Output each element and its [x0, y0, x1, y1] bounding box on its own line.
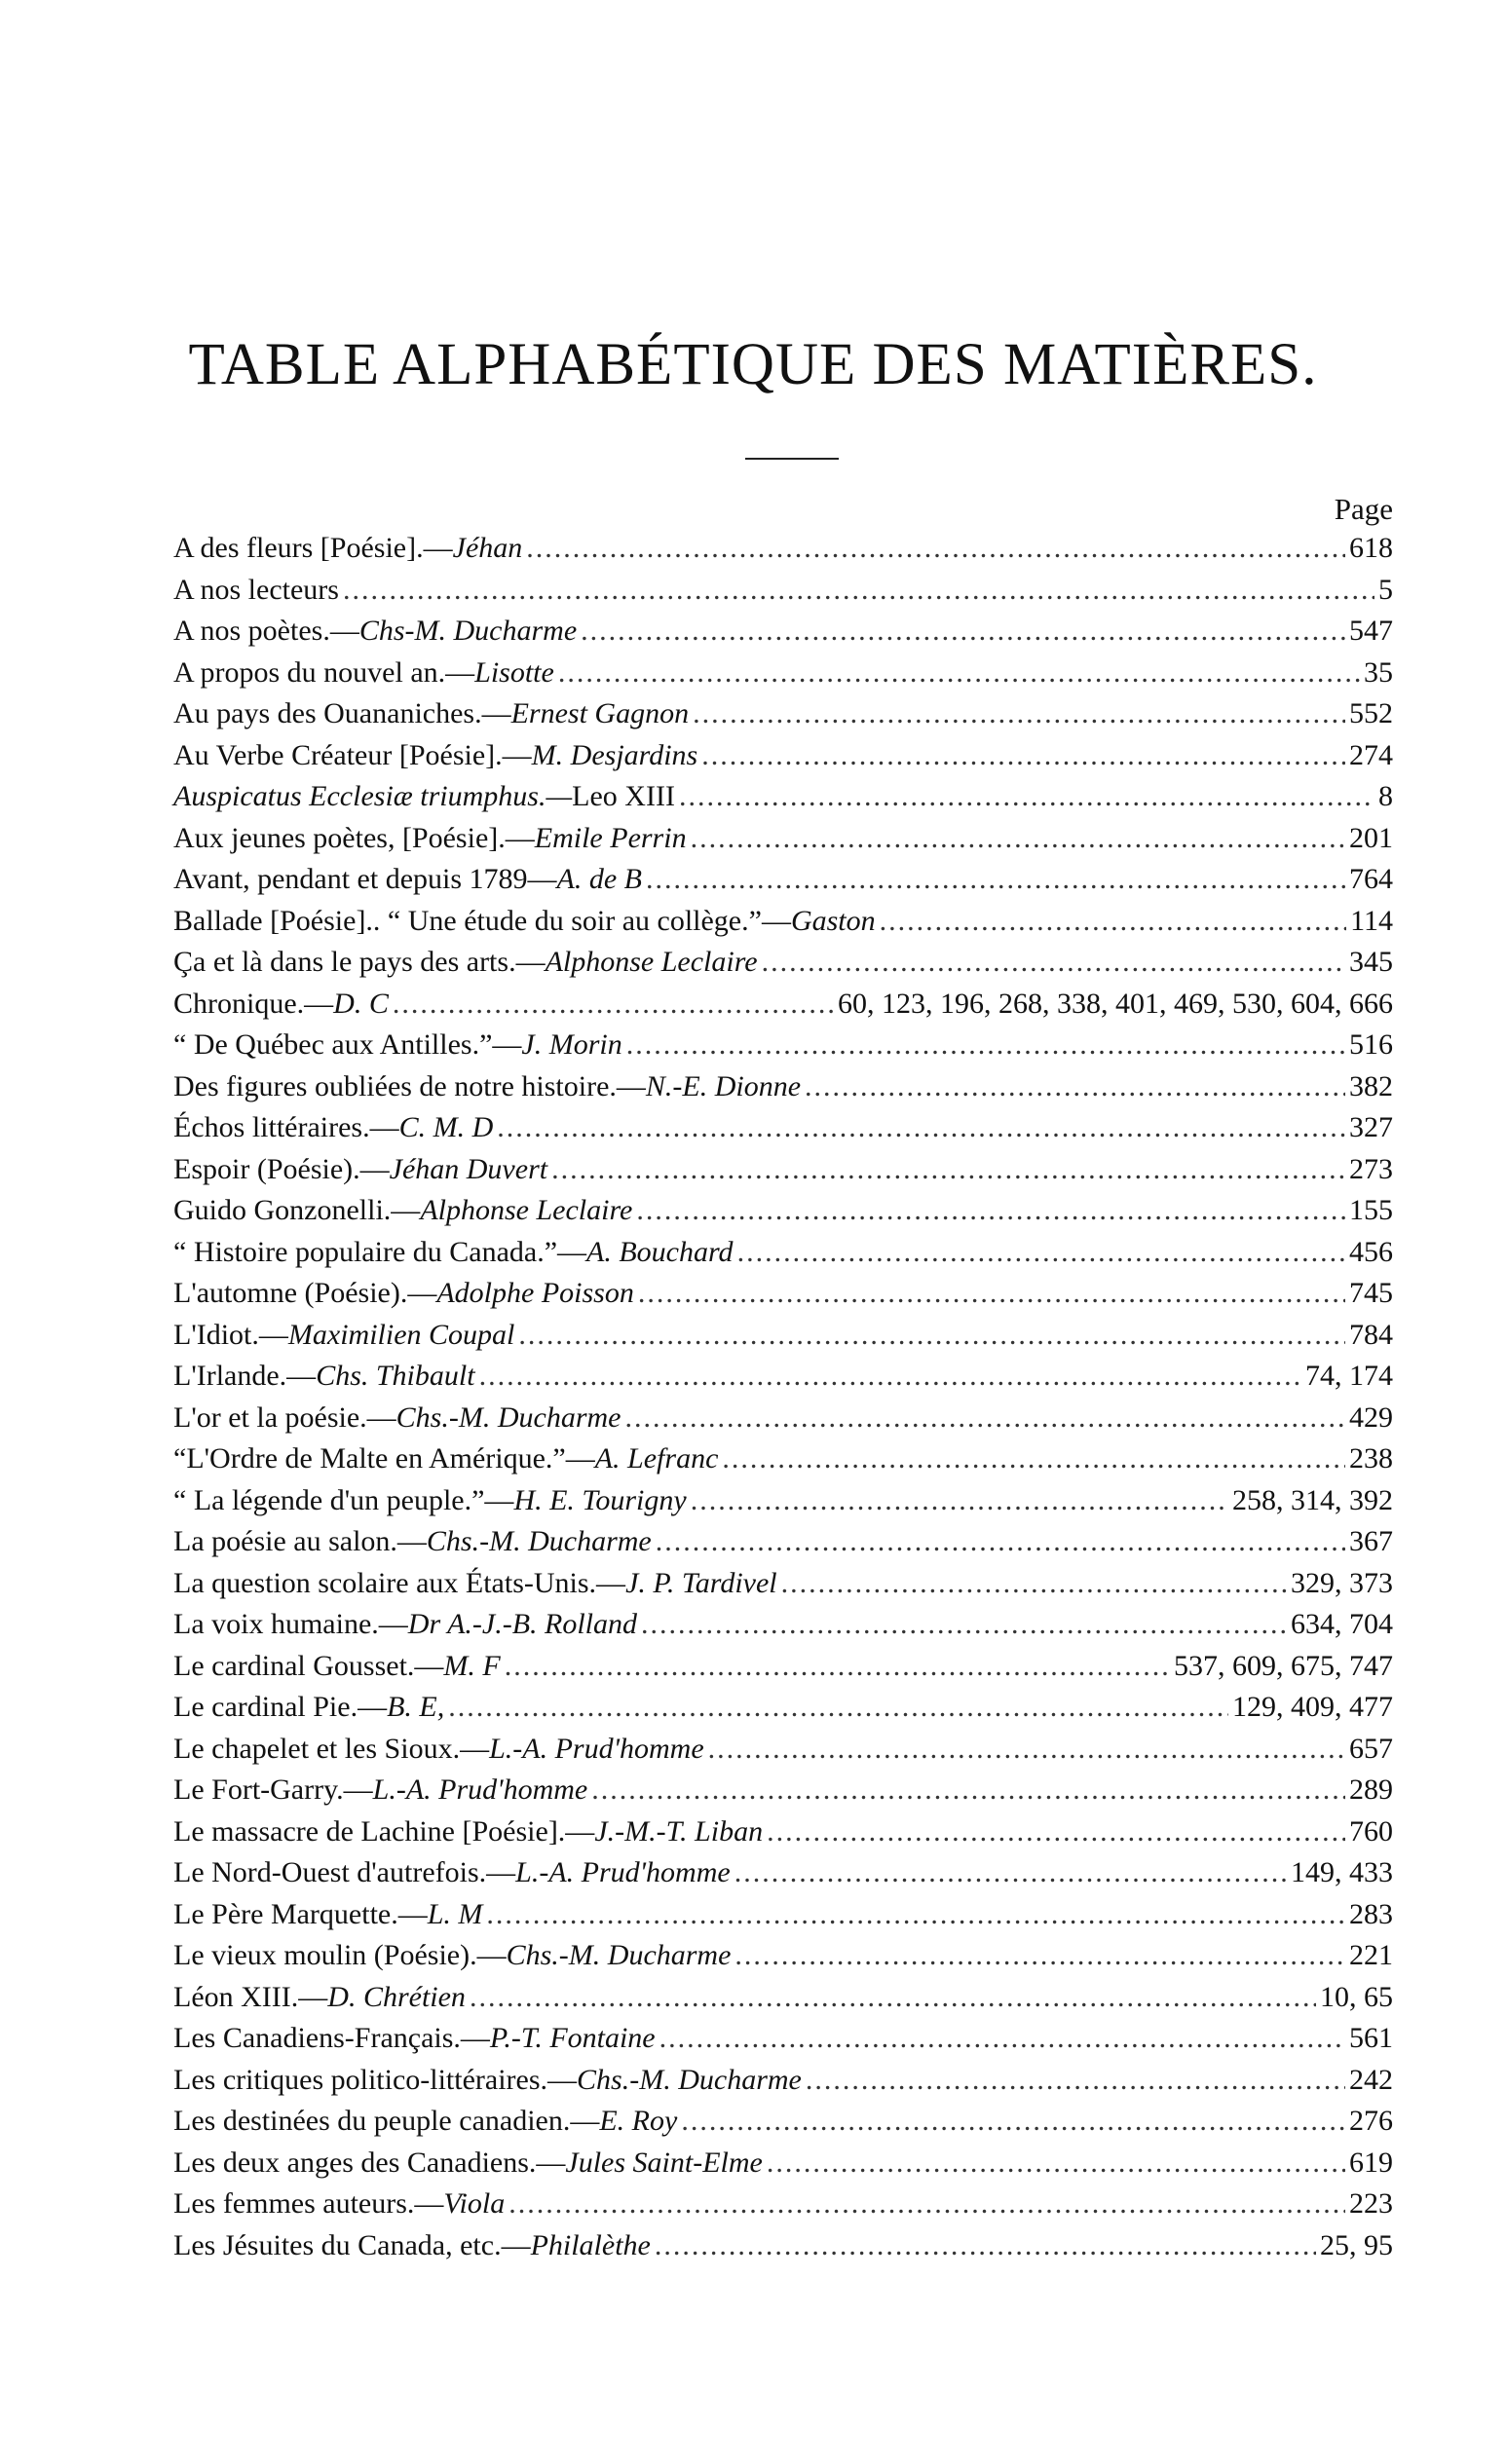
entry-title: Les critiques politico-littéraires.— — [173, 2063, 578, 2096]
index-entry — [173, 735, 1393, 777]
index-entry — [173, 1977, 1393, 2019]
dot-leader — [722, 1438, 1345, 1480]
entry-title: A propos du nouvel an.— — [173, 655, 475, 689]
entry-author: L.-A. Prud'homme — [515, 1856, 731, 1888]
entry-text — [173, 2101, 677, 2143]
entry-pages: 537, 609, 675, 747 — [1174, 1649, 1393, 1682]
index-entry — [173, 1356, 1393, 1398]
entry-text — [173, 942, 758, 984]
entry-pages: 60, 123, 196, 268, 338, 401, 469, 530, 604, 666 — [838, 987, 1393, 1020]
entry-title: Avant, pendant et depuis 1789— — [173, 863, 557, 895]
entry-pages: 552 — [1349, 697, 1393, 729]
dot-leader — [737, 1232, 1345, 1274]
entry-pages: 242 — [1349, 2063, 1393, 2096]
entry-author: Chs.-M. Ducharme — [395, 1400, 621, 1434]
entry-pages: 367 — [1349, 1525, 1393, 1557]
entry-text — [173, 1107, 493, 1149]
entry-pages: 223 — [1349, 2187, 1393, 2220]
entry-text — [173, 1273, 634, 1315]
entry-title: “L'Ordre de Malte en Amérique.”— — [173, 1442, 595, 1475]
index-entry — [173, 2184, 1393, 2225]
index-entry — [173, 1149, 1393, 1191]
entry-pages: 238 — [1349, 1442, 1393, 1475]
entry-text — [173, 1646, 501, 1688]
entry-text — [173, 1770, 587, 1811]
entry-text — [173, 1398, 621, 1439]
dot-leader — [805, 1066, 1345, 1108]
entry-text — [173, 1935, 731, 1977]
entry-text — [173, 735, 697, 777]
entry-author: Dr A.-J.-B. Rolland — [407, 1608, 638, 1640]
index-entry — [173, 776, 1393, 818]
dot-leader — [508, 2184, 1345, 2225]
entry-title: Le cardinal Pie.— — [173, 1691, 388, 1723]
entry-text — [173, 1190, 632, 1232]
entry-text — [173, 1563, 777, 1605]
entry-pages: 10, 65 — [1320, 1980, 1393, 2013]
entry-pages: 561 — [1349, 2022, 1393, 2054]
entry-title: “ La légende d'un peuple.”— — [173, 1483, 514, 1516]
entry-title: Aux jeunes poètes, [Poésie].— — [173, 821, 535, 854]
entry-author: L. M — [427, 1897, 483, 1930]
entry-pages: 760 — [1349, 1814, 1393, 1848]
index-entry — [173, 2143, 1393, 2184]
entry-title: Les destinées du peuple canadien.— — [173, 2105, 600, 2137]
entry-pages: 764 — [1349, 863, 1393, 895]
entry-author: J.-M.-T. Liban — [594, 1814, 764, 1848]
entry-author: L.-A. Prud'homme — [489, 1732, 704, 1765]
dot-leader — [591, 1770, 1345, 1811]
entry-text — [173, 2060, 802, 2102]
entry-author: Ernest Gagnon — [510, 697, 690, 729]
dot-leader — [691, 818, 1345, 860]
dot-leader — [767, 2143, 1345, 2184]
entry-text — [173, 1894, 482, 1936]
entry-text — [173, 2225, 651, 2267]
index-entry — [173, 2060, 1393, 2102]
entry-author: Chs.-M. Ducharme — [506, 1939, 732, 1971]
entry-title: A nos poètes.— — [173, 615, 359, 647]
dot-leader — [762, 942, 1345, 984]
index-entry — [173, 2101, 1393, 2143]
index-entry — [173, 901, 1393, 943]
entry-pages: 8 — [1378, 780, 1393, 812]
entry-text — [173, 859, 642, 901]
entry-title: Le Fort-Garry.— — [173, 1773, 373, 1806]
entry-pages: 619 — [1349, 2146, 1393, 2179]
index-entry — [173, 653, 1393, 694]
entry-author: Jules Saint-Elme — [565, 2146, 763, 2179]
entry-author: Alphonse Leclaire — [545, 946, 758, 978]
entry-text — [173, 1604, 637, 1646]
entry-title: Échos littéraires.— — [173, 1111, 399, 1143]
entry-pages: 547 — [1349, 615, 1393, 647]
entry-title: “ Histoire populaire du Canada.”— — [173, 1235, 587, 1268]
index-entry — [173, 984, 1393, 1026]
index-entry — [173, 1273, 1393, 1315]
index-entry — [173, 2225, 1393, 2267]
entry-title: Les deux anges des Canadiens.— — [173, 2146, 566, 2179]
entry-author: Maximilien Coupal — [287, 1318, 515, 1351]
entry-author: C. M. D — [398, 1111, 494, 1143]
entry-text — [173, 901, 876, 943]
entry-pages: 345 — [1349, 946, 1393, 978]
entry-author: Philalèthe — [530, 2228, 651, 2261]
entry-title: La voix humaine.— — [173, 1608, 408, 1640]
entry-text — [173, 653, 554, 694]
entry-pages: 283 — [1349, 1897, 1393, 1930]
entry-title: Le chapelet et les Sioux.— — [173, 1732, 490, 1765]
index-entry — [173, 1563, 1393, 1605]
index-entry — [173, 1811, 1393, 1853]
entry-title: Ça et là dans le pays des arts.— — [173, 946, 546, 978]
entry-text — [173, 1356, 475, 1398]
entry-pages: 516 — [1349, 1028, 1393, 1061]
entry-pages: 258, 314, 392 — [1232, 1483, 1393, 1516]
index-entry — [173, 693, 1393, 735]
entry-text — [173, 1025, 622, 1066]
dot-leader — [693, 693, 1345, 735]
dot-leader — [679, 776, 1374, 818]
entry-title: L'automne (Poésie).— — [173, 1277, 437, 1309]
entry-text — [173, 2018, 656, 2060]
entry-title: Guido Gonzonelli.— — [173, 1194, 421, 1226]
dot-leader — [659, 2018, 1345, 2060]
dot-leader — [558, 653, 1360, 694]
entry-pages: 129, 409, 477 — [1232, 1691, 1393, 1723]
entry-author: Chs. Thibault — [316, 1360, 475, 1392]
dot-leader — [767, 1811, 1345, 1853]
index-entry — [173, 1480, 1393, 1522]
entry-author: P.-T. Fontaine — [489, 2022, 656, 2054]
dot-leader — [708, 1729, 1345, 1771]
index-entry — [173, 1687, 1393, 1729]
entry-author: Gaston — [790, 904, 876, 937]
page-title: TABLE ALPHABÉTIQUE DES MATIÈRES. — [188, 332, 1318, 397]
entry-title: A nos lecteurs — [173, 573, 339, 606]
dot-leader — [479, 1356, 1301, 1398]
entry-pages: 327 — [1349, 1111, 1393, 1143]
entry-author: J. P. Tardivel — [625, 1566, 777, 1599]
entry-pages: 657 — [1349, 1732, 1393, 1765]
dot-leader — [343, 570, 1374, 612]
entry-title: La poésie au salon.— — [173, 1525, 427, 1557]
entry-author: Lisotte — [474, 655, 554, 689]
index-entry — [173, 1107, 1393, 1149]
index-entry — [173, 528, 1393, 570]
dot-leader — [448, 1687, 1228, 1729]
entry-text — [173, 1315, 514, 1357]
entry-text — [173, 1232, 734, 1274]
entry-pages: 74, 174 — [1305, 1360, 1393, 1392]
dot-leader — [470, 1977, 1316, 2019]
entry-text — [173, 2184, 505, 2225]
entry-title: Les Canadiens-Français.— — [173, 2022, 490, 2054]
entry-title: Le Nord-Ouest d'autrefois.— — [173, 1856, 516, 1888]
entry-author: Emile Perrin — [534, 821, 687, 854]
entry-pages: 25, 95 — [1320, 2228, 1393, 2261]
dot-leader — [806, 2060, 1345, 2102]
dot-leader — [393, 984, 834, 1026]
entry-text — [173, 818, 687, 860]
dot-leader — [641, 1604, 1287, 1646]
entry-text — [173, 1811, 763, 1853]
index-entry — [173, 1190, 1393, 1232]
index-entry — [173, 570, 1393, 612]
dot-leader — [638, 1273, 1345, 1315]
entry-text — [173, 1977, 466, 2019]
entry-text — [173, 1687, 444, 1729]
index-list — [173, 528, 1393, 2266]
entry-text — [173, 1438, 718, 1480]
index-entry — [173, 1232, 1393, 1274]
entry-pages: 114 — [1350, 904, 1393, 937]
entry-author: D. C — [333, 987, 389, 1020]
entry-title: Léon XIII.— — [173, 1980, 328, 2013]
entry-title: “ De Québec aux Antilles.”— — [173, 1028, 522, 1061]
entry-author: A. Lefranc — [594, 1442, 719, 1475]
entry-author: M. Desjardins — [531, 738, 698, 771]
entry-title: Le vieux moulin (Poésie).— — [173, 1939, 507, 1971]
entry-title: Les Jésuites du Canada, etc.— — [173, 2228, 531, 2261]
index-entry — [173, 1604, 1393, 1646]
entry-title: Au Verbe Créateur [Poésie].— — [173, 738, 532, 771]
entry-text — [173, 570, 339, 612]
entry-text — [173, 776, 675, 818]
entry-pages: 429 — [1349, 1400, 1393, 1434]
entry-pages: 456 — [1349, 1235, 1393, 1268]
entry-text — [173, 1149, 547, 1191]
index-entry — [173, 942, 1393, 984]
entry-pages: 221 — [1349, 1939, 1393, 1971]
entry-title: Ballade [Poésie].. “ Une étude du soir au collège.”— — [173, 904, 791, 937]
entry-pages: 35 — [1364, 655, 1393, 689]
entry-author: Adolphe Poisson — [436, 1277, 634, 1309]
dot-leader — [636, 1190, 1345, 1232]
entry-author: Chs.-M. Ducharme — [426, 1525, 652, 1557]
dot-leader — [781, 1563, 1287, 1605]
entry-pages: 289 — [1349, 1773, 1393, 1806]
entry-text — [173, 693, 689, 735]
entry-text — [173, 611, 577, 653]
index-entry — [173, 1025, 1393, 1066]
entry-text — [173, 984, 389, 1026]
dot-leader — [624, 1398, 1345, 1439]
entry-author: Viola — [443, 2187, 506, 2220]
index-entry — [173, 1066, 1393, 1108]
dot-leader — [497, 1107, 1345, 1149]
entry-text — [173, 1729, 704, 1771]
dot-leader — [880, 901, 1346, 943]
dot-leader — [691, 1480, 1228, 1522]
entry-text — [173, 1521, 652, 1563]
entry-author: N.-E. Dionne — [645, 1069, 802, 1102]
entry-text — [173, 2143, 763, 2184]
entry-title: Auspicatus Ecclesiæ triumphus.— — [173, 780, 573, 812]
index-entry — [173, 1521, 1393, 1563]
index-entry — [173, 1852, 1393, 1894]
entry-text — [173, 1066, 801, 1108]
entry-pages: 5 — [1378, 573, 1393, 606]
dot-leader — [646, 859, 1345, 901]
entry-title: Espoir (Poésie).— — [173, 1152, 390, 1185]
entry-title: L'Idiot.— — [173, 1318, 288, 1351]
entry-pages: 329, 373 — [1291, 1566, 1393, 1599]
entry-title: Le massacre de Lachine [Poésie].— — [173, 1814, 595, 1848]
entry-pages: 634, 704 — [1291, 1608, 1393, 1640]
entry-author: Chs-M. Ducharme — [358, 615, 578, 647]
entry-author: J. Morin — [521, 1028, 622, 1061]
entry-author: H. E. Tourigny — [513, 1483, 687, 1516]
entry-author: M. F — [443, 1649, 501, 1682]
entry-pages: 273 — [1349, 1152, 1393, 1185]
entry-author: A. de B — [556, 863, 642, 895]
dot-leader — [734, 1852, 1287, 1894]
entry-pages: 784 — [1349, 1318, 1393, 1351]
title-divider — [745, 458, 839, 460]
dot-leader — [656, 1521, 1345, 1563]
entry-title: La question scolaire aux États-Unis.— — [173, 1566, 626, 1599]
dot-leader — [581, 611, 1345, 653]
entry-author: Jéhan — [452, 532, 523, 564]
entry-pages: 201 — [1349, 821, 1393, 854]
index-entry — [173, 818, 1393, 860]
entry-author: Jéhan Duvert — [389, 1152, 548, 1185]
entry-author: A. Bouchard — [586, 1235, 734, 1268]
entry-author: B. E, — [387, 1691, 445, 1723]
entry-author: Leo XIII — [572, 780, 675, 812]
index-entry — [173, 1398, 1393, 1439]
dot-leader — [486, 1894, 1345, 1936]
entry-title: Les femmes auteurs.— — [173, 2187, 444, 2220]
entry-pages: 274 — [1349, 738, 1393, 771]
index-entry — [173, 1894, 1393, 1936]
entry-author: Alphonse Leclaire — [420, 1194, 633, 1226]
dot-leader — [505, 1646, 1170, 1688]
entry-pages: 149, 433 — [1291, 1856, 1393, 1888]
entry-pages: 276 — [1349, 2105, 1393, 2137]
entry-pages: 155 — [1349, 1194, 1393, 1226]
index-entry — [173, 859, 1393, 901]
dot-leader — [551, 1149, 1345, 1191]
entry-pages: 618 — [1349, 532, 1393, 564]
entry-title: Le cardinal Gousset.— — [173, 1649, 444, 1682]
entry-author: E. Roy — [599, 2105, 678, 2137]
dot-leader — [626, 1025, 1345, 1066]
entry-text — [173, 1852, 731, 1894]
index-entry — [173, 1438, 1393, 1480]
index-entry — [173, 2018, 1393, 2060]
index-entry — [173, 1315, 1393, 1357]
entry-title: A des fleurs [Poésie].— — [173, 532, 453, 564]
dot-leader — [701, 735, 1345, 777]
index-entry — [173, 611, 1393, 653]
entry-title: Au pays des Ouananiches.— — [173, 697, 511, 729]
entry-pages: 382 — [1349, 1069, 1393, 1102]
index-entry — [173, 1935, 1393, 1977]
entry-author: Chs.-M. Ducharme — [577, 2063, 802, 2096]
dot-leader — [518, 1315, 1345, 1357]
page-column-header: Page — [1334, 492, 1393, 526]
dot-leader — [655, 2225, 1316, 2267]
index-entry — [173, 1729, 1393, 1771]
entry-title: Des figures oubliées de notre histoire.— — [173, 1069, 646, 1102]
entry-author: D. Chrétien — [327, 1980, 466, 2013]
entry-text — [173, 528, 522, 570]
entry-title: Le Père Marquette.— — [173, 1897, 428, 1930]
entry-text — [173, 1480, 687, 1522]
entry-title: L'or et la poésie.— — [173, 1400, 396, 1434]
entry-pages: 745 — [1349, 1277, 1393, 1309]
dot-leader — [681, 2101, 1345, 2143]
index-entry — [173, 1646, 1393, 1688]
entry-title: Chronique.— — [173, 987, 334, 1020]
dot-leader — [526, 528, 1345, 570]
entry-title: L'Irlande.— — [173, 1360, 317, 1392]
dot-leader — [734, 1935, 1345, 1977]
index-entry — [173, 1770, 1393, 1811]
entry-author: L.-A. Prud'homme — [372, 1773, 588, 1806]
